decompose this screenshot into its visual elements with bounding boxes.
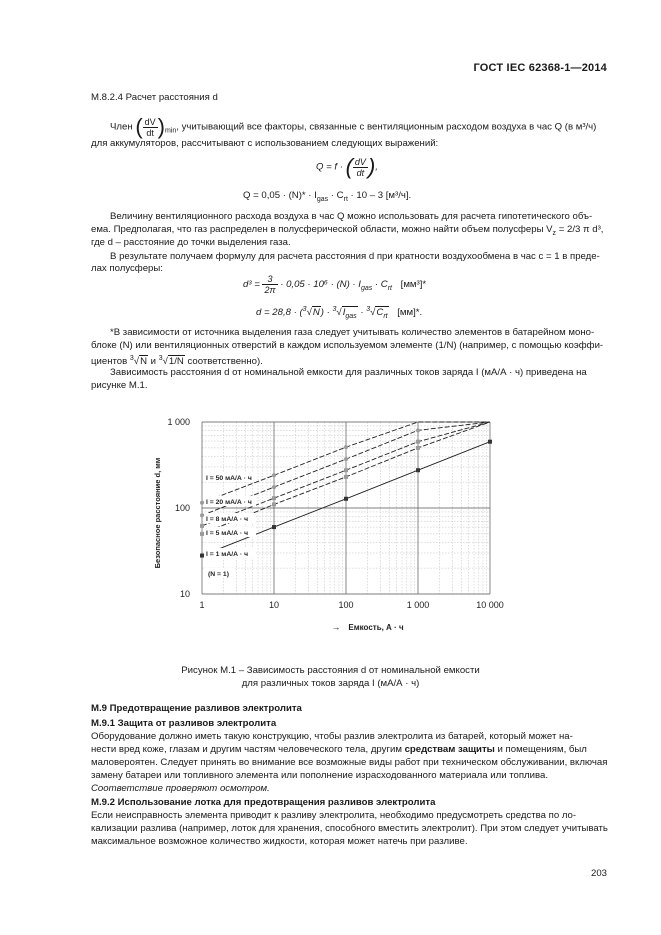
paragraph-volume-line2: ема. Предполагая, что газ распределен в полусферической области, можно найти объем полусферы $V_z = 2/3$ π d³, [91,224,604,237]
x-tick-label: 10 [268,600,280,610]
section-m9-title: М.9 Предотвращение разливов электролита [91,703,302,714]
section-m92-title: М.9.2 Использование лотка для предотвращения разливов электролита [91,797,436,808]
x-axis-arrow: → [331,622,341,632]
paragraph-figref-line1: Зависимость расстояния d от номинальной емкости для различных токов заряда I (мА/А · ч) приведена на [110,367,587,378]
data-point [416,428,420,432]
note-line2: блоке (N) или вентиляционных отверстий в каждом используемом элементе (1/N) (например, с помощью коэффи- [91,340,604,351]
standard-header: ГОСТ IEC 62368-1—2014 [473,62,607,74]
m91-compliance: Соответствие проверяют осмотром. [91,783,270,794]
fraction-dvdt: $\frac{dV}{dt}$ [144,116,156,138]
data-point [272,525,276,529]
equation-3: d³ = $\frac{3}{2\pi}$ · $0,05 \cdot 10^6 \cdot (N) \cdot I_{gas} \cdot C_{rt}$ [мм³]* [243,273,427,295]
paragraph-member-line2: для аккумуляторов, рассчитывают с использованием следующих выражений: [91,138,439,149]
y-axis-label: Безопасное расстояние d, мм [153,457,162,569]
data-point [344,445,348,449]
data-point [200,554,204,558]
y-tick-label: 100 [174,503,190,513]
data-point [344,497,348,501]
paragraph-formula-line1: В результате получаем формулу для расчета расстояния d при кратности воздухообмена в час c = 1 в преде- [110,251,600,262]
note-line1: *В зависимости от источника выделения газа следует учитывать количество элементов в батарейном моно- [110,327,595,338]
data-point [416,440,420,444]
m91-line1: Оборудование должно иметь такую конструкцию, чтобы разлив электролита из батарей, который может на- [91,731,573,742]
data-point [488,440,492,444]
series-legend-label: I = 8 мА/А · ч [206,516,249,523]
page-number: 203 [590,868,607,879]
x-tick-label: 100 [338,600,354,610]
figure-caption-line2: для различных токов заряда I (мА/А · ч) [241,678,420,689]
data-point [272,473,276,477]
series-legend-label: I = 20 мА/А · ч [206,499,252,506]
data-point [200,501,204,505]
section-m824-title: М.8.2.4 Расчет расстояния d [91,92,218,103]
paragraph-volume-line1: Величину вентиляционного расхода воздуха в час Q можно использовать для расчета гипотетического объ- [110,211,593,222]
series-legend-label: I = 1 мА/А · ч [206,551,249,558]
y-tick-label: 10 [179,589,190,599]
paragraph-member: Член ( $\frac{dV}{dt}$ )$_{min}$, учитывающий все факторы, связанные с вентиляционным расходом воздуха в час Q (в м³/ч) [110,114,597,139]
data-point [344,468,348,472]
data-point [272,485,276,489]
paragraph-formula-line2: лах полусферы: [91,263,163,274]
data-point [416,468,420,472]
x-axis-label: Емкость, А · ч [348,623,404,632]
x-tick-label: 1 [199,600,205,610]
data-point [272,502,276,506]
m91-line2: нести вред коже, глазам и другим частям человеческого тела, другим средствам защиты и помещениям, был [91,744,587,755]
data-point [416,446,420,450]
data-point [200,532,204,536]
figure-caption-line1: Рисунок М.1 – Зависимость расстояния d от номинальной емкости [181,665,480,676]
distance-capacity-chart [140,410,520,640]
m92-line1: Если неисправность элемента приводит к разливу электролита, необходимо предусмотреть средства по ло- [91,810,577,821]
data-point [344,475,348,479]
m91-line3: маловероятен. Следует принять во внимание все возможные виды работ при техническом обслуживании, включая [91,757,608,768]
paragraph-volume-line3: где d – расстояние до точки выделения газа. [91,237,291,248]
data-point [200,524,204,528]
x-tick-label: 10 000 [476,600,504,610]
m92-line3: максимальное возможное количество жидкости, которая может натечь при разливе. [91,836,468,847]
series-legend-label: I = 50 мА/А · ч [206,475,252,482]
section-m91-title: М.9.1 Защита от разливов электролита [91,718,277,729]
equation-4: $d = 28,8 \cdot (^3√N) \cdot ^3√I_{gas} \cdot ^3√C_{rt}$ [мм]*. [256,306,423,320]
series-legend-label: I = 5 мА/А · ч [206,530,249,537]
paragraph-figref-line2: рисунке М.1. [91,380,148,391]
m91-line4: замену батареи или топливного элемента или пополнение израсходованного материала или топлива. [91,770,549,781]
m92-line2: кализации разлива (например, лоток для хранения, способного вместить электролит). При этом следует учитывать [91,823,608,834]
y-tick-label: 1 000 [167,417,190,427]
note-line3: циентов $^3$√N и $^3$√1/N соответственно). [91,355,263,367]
data-point [200,513,204,517]
equation-1: Q = f · ( $\frac{dV}{dt}$ ), [316,154,378,179]
annotation-n1: (N = 1) [208,571,229,578]
data-point [344,457,348,461]
equation-2: $Q = 0,05 \cdot (N)* \cdot I_{gas} \cdot C_{rt} \cdot 10 - 3$ [м³/ч]. [243,190,412,203]
x-tick-label: 1 000 [406,600,430,610]
data-point [272,496,276,500]
defined-term: средствам защиты [404,744,495,755]
